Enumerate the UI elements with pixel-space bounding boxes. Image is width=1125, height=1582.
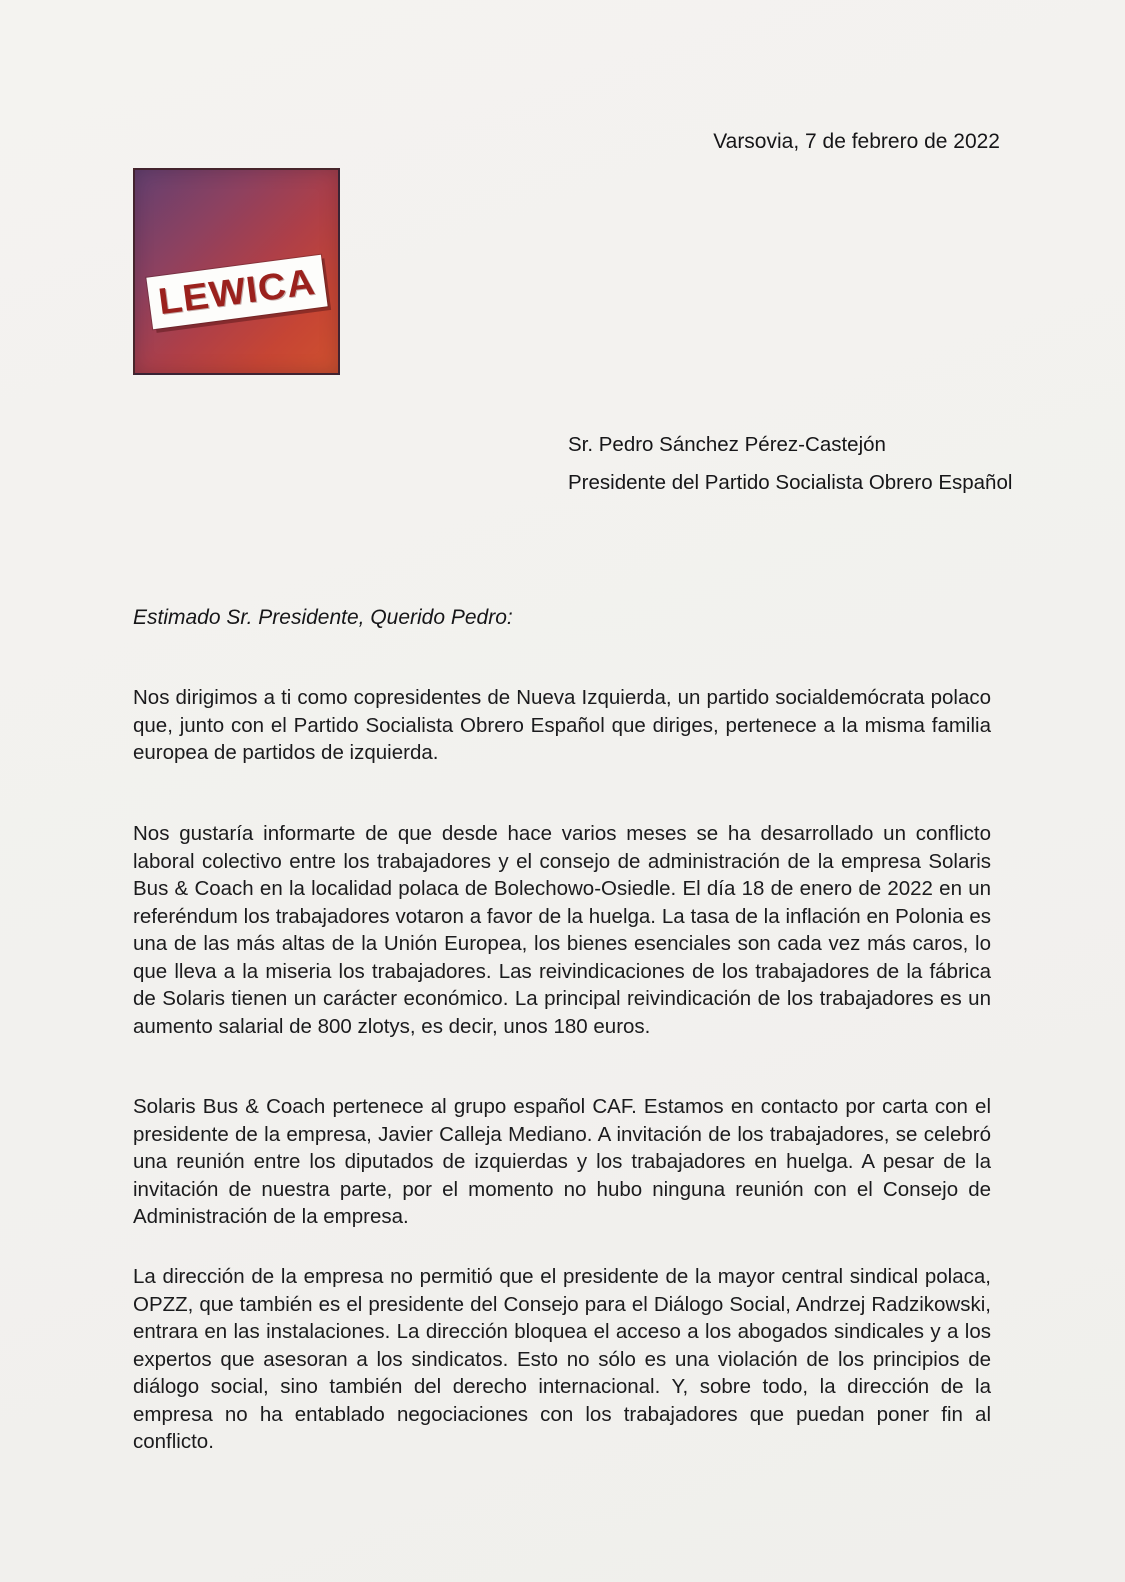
lewica-logo	[133, 168, 340, 375]
date-line: Varsovia, 7 de febrero de 2022	[713, 130, 1000, 153]
paragraph-caf-contact: Solaris Bus & Coach pertenece al grupo español CAF. Estamos en contacto por carta con el presidente de la empresa, Javier Calleja Mediano. A invitación de los trabajadores, se celebró una reunión entre los diputados de izquierdas y los trabajadores en huelga. A pesar de la invitación de nuestra parte, por el momento no hubo ninguna reunión con el Consejo de Administración de la empresa.	[133, 1095, 991, 1228]
salutation: Estimado Sr. Presidente, Querido Pedro:	[133, 606, 513, 629]
paragraph-management-actions: La dirección de la empresa no permitió que el presidente de la mayor central sindical polaca, OPZZ, que también es el presidente del Consejo para el Diálogo Social, Andrzej Radzikowski, entrara en las instalaciones. La dirección bloquea el acceso a los abogados sindicales y a los expertos que asesoran a los sindicatos. Esto no sólo es una violación de los principios de diálogo social, sino también del derecho internacional. Y, sobre todo, la dirección de la empresa no ha entablado negociaciones con los trabajadores que puedan poner fin al conflicto.	[133, 1265, 991, 1453]
paragraph-intro: Nos dirigimos a ti como copresidentes de Nueva Izquierda, un partido socialdemócrata polaco que, junto con el Partido Socialista Obrero Español que diriges, pertenece a la misma familia europea de partidos de izquierda.	[133, 686, 991, 764]
recipient-block	[568, 431, 1012, 496]
recipient-name: Sr. Pedro Sánchez Pérez-Castejón	[568, 433, 886, 456]
paragraph-conflict-details: Nos gustaría informarte de que desde hace varios meses se ha desarrollado un conflicto laboral colectivo entre los trabajadores y el consejo de administración de la empresa Solaris Bus & Coach en la localidad polaca de Bolechowo-Osiedle. El día 18 de enero de 2022 en un referéndum los trabajadores votaron a favor de la huelga. La tasa de la inflación en Polonia es una de las más altas de la Unión Europea, los bienes esenciales son cada vez más caros, lo que lleva a la miseria los trabajadores. Las reivindicaciones de los trabajadores de la fábrica de Solaris tienen un carácter económico. La principal reivindicación de los trabajadores es un aumento salarial de 800 zlotys, es decir, unos 180 euros.	[133, 822, 991, 1038]
lewica-logo-text: LEWICA	[155, 260, 318, 323]
lewica-logo-banner	[146, 255, 327, 330]
recipient-title: Presidente del Partido Socialista Obrero Español	[568, 471, 1013, 494]
